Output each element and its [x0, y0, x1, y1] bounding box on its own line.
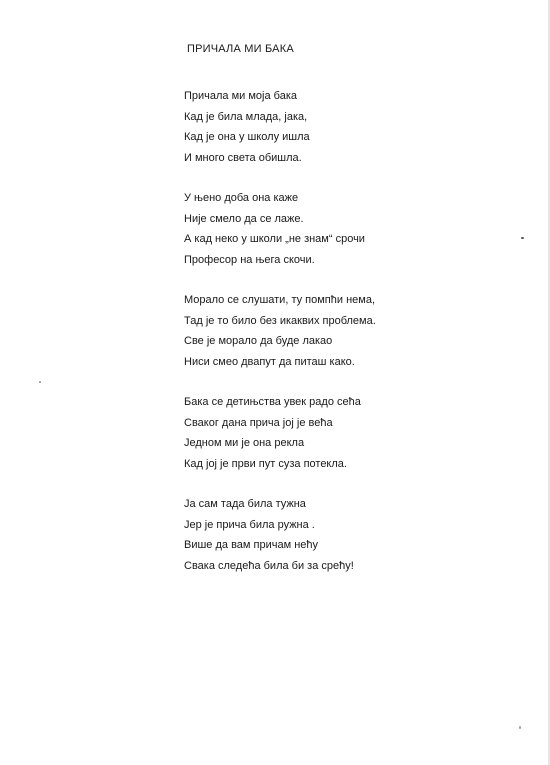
poem-line: Тад је то било без икаквих проблема.	[184, 314, 376, 327]
poem-line: Ниси смео двапут да питаш како.	[184, 355, 355, 368]
scan-speck	[39, 381, 41, 383]
poem-line: Није смело да се лаже.	[184, 212, 304, 225]
poem-line: У њено доба она каже	[184, 192, 299, 204]
poem-line: Јер је прича била ружна .	[184, 518, 315, 531]
poem-line: Једном ми је она рекла	[184, 437, 305, 449]
stanza	[184, 494, 376, 576]
poem-line: А кад неко у школи „не знам“ срочи	[184, 233, 365, 245]
poem-line: И много света обишла.	[184, 151, 302, 164]
stanza	[184, 290, 376, 372]
poem-line: Све је морало да буде лакао	[184, 335, 333, 347]
stanza	[184, 392, 376, 474]
poem-line: Кад јој је први пут суза потекла.	[184, 457, 347, 470]
scan-speck	[521, 237, 524, 239]
poem-line: Кад је она у школу ишла	[184, 131, 310, 143]
poem-line: Свака следећа била би за срећу!	[184, 559, 354, 572]
stanza	[184, 86, 376, 168]
poem-line: Ја сам тада била тужна	[184, 498, 306, 510]
scan-speck	[519, 726, 521, 729]
poem-body	[184, 86, 376, 596]
poem-line: Више да вам причам нећу	[184, 539, 319, 551]
poem-line: Причала ми моја бака	[184, 90, 298, 102]
stanza	[184, 188, 376, 270]
poem-line: Сваког дана прича јој је већа	[184, 416, 333, 429]
poem-line: Професор на њега скочи.	[184, 253, 315, 266]
poem-title: ПРИЧАЛА МИ БАКА	[187, 43, 294, 55]
poem-line: Бака се детињства увек радо сећа	[184, 396, 361, 408]
poem-line: Морало се слушати, ту помпћи нема,	[184, 294, 376, 306]
poem-line: Кад је била млада, јака,	[184, 110, 308, 123]
